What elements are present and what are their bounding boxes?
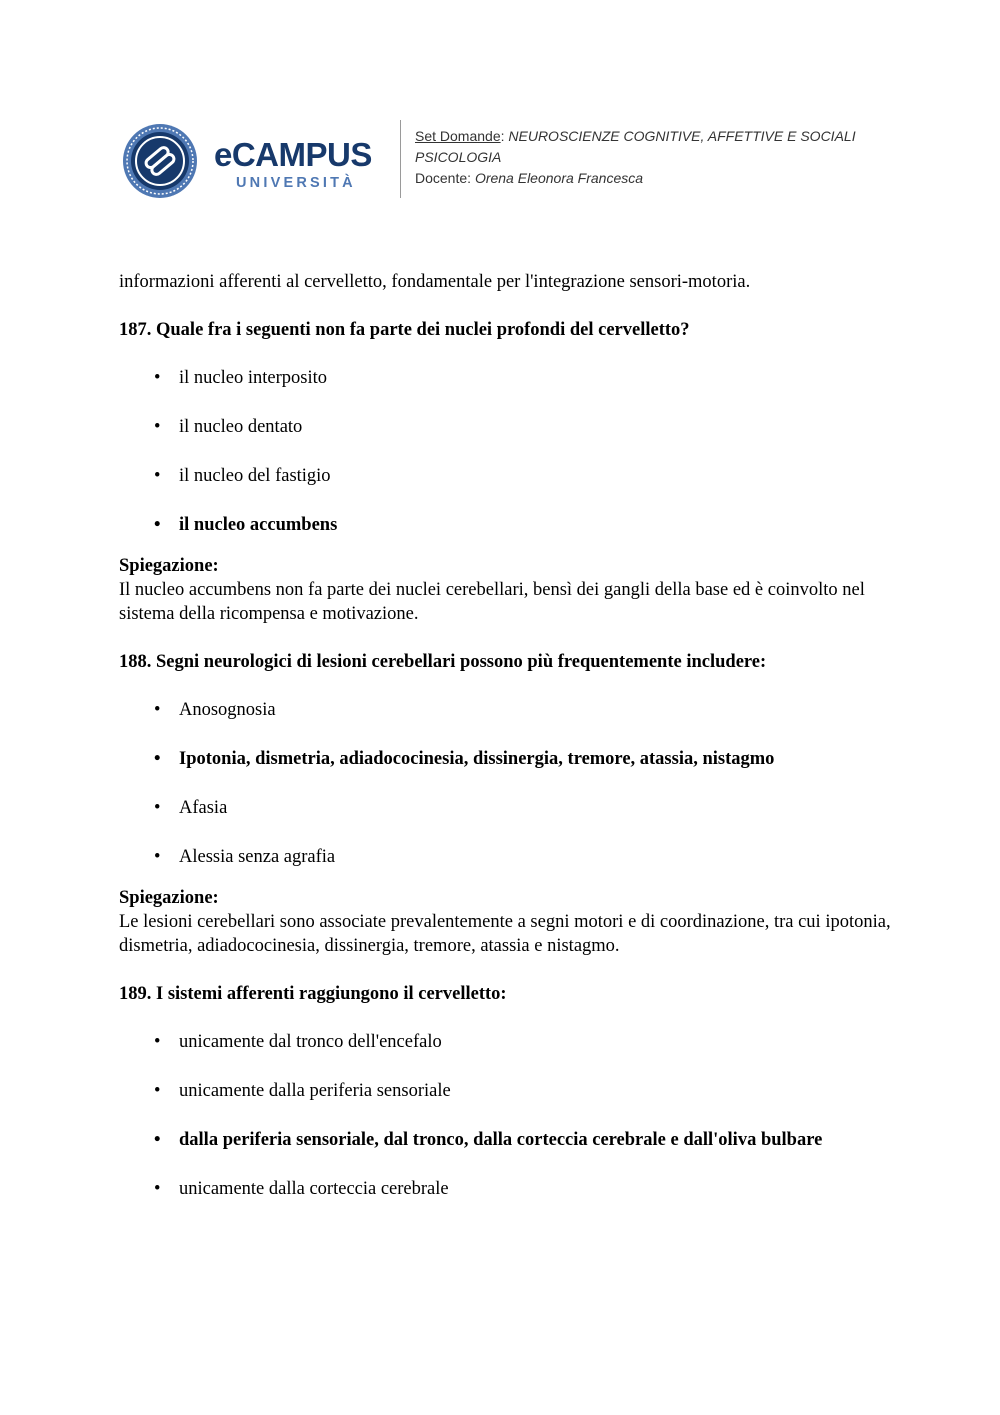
course-name: PSICOLOGIA: [415, 149, 502, 165]
ecampus-seal-icon: [122, 123, 198, 199]
option-item-correct: • Ipotonia, dismetria, adiadococinesia, dissinergia, tremore, atassia, nistagmo: [119, 747, 899, 771]
option-item: • Afasia: [119, 796, 899, 820]
docente-name: Orena Eleonora Francesca: [474, 170, 644, 186]
explanation-text: Il nucleo accumbens non fa parte dei nuclei cerebellari, bensì dei gangli della base ed è coinvolto nel sistema della ricompensa e motivazione.: [119, 580, 865, 624]
header-info: [415, 126, 856, 189]
set-domande-line: Set Domande: NEUROSCIENZE COGNITIVE, AFFETTIVE E SOCIALI: [415, 128, 856, 144]
question-title: 187. Quale fra i seguenti non fa parte dei nuclei profondi del cervelletto?: [119, 320, 690, 340]
explanation-text: Le lesioni cerebellari sono associate prevalentemente a segni motori e di coordinazione, tra cui ipotonia, dismetria, adiadococinesia, dissinergia, tremore, atassia e nistagmo.: [119, 912, 891, 956]
logo-subtitle: UNIVERSITÀ: [236, 175, 356, 191]
option-item: • il nucleo interposito: [119, 366, 899, 390]
question-title: 189. I sistemi afferenti raggiungono il cervelletto:: [119, 984, 507, 1004]
option-item: • il nucleo del fastigio: [119, 464, 899, 488]
set-domande-label: Set Domande: [415, 128, 501, 144]
header-divider: [400, 120, 401, 198]
option-item: • il nucleo dentato: [119, 415, 899, 439]
logo-wordmark: eCAMPUS: [214, 136, 372, 173]
option-item: • Alessia senza agrafia: [119, 845, 899, 869]
ecampus-logo: [120, 120, 390, 200]
set-domande-value: NEUROSCIENZE COGNITIVE, AFFETTIVE E SOCIALI: [508, 128, 856, 144]
option-item: • Anosognosia: [119, 698, 899, 722]
explanation-heading: Spiegazione:: [119, 556, 219, 576]
explanation-heading: Spiegazione:: [119, 888, 219, 908]
option-item: • unicamente dal tronco dell'encefalo: [119, 1030, 899, 1054]
document-body: [119, 270, 899, 1226]
docente-line: [415, 168, 856, 189]
option-item: • unicamente dalla periferia sensoriale: [119, 1079, 899, 1103]
option-item-correct: • il nucleo accumbens: [119, 513, 899, 537]
question-title: 188. Segni neurologici di lesioni cerebellari possono più frequentemente includere:: [119, 652, 767, 672]
options-list: [119, 698, 899, 869]
options-list: [119, 1030, 899, 1201]
options-list: [119, 366, 899, 537]
option-item-correct: • dalla periferia sensoriale, dal tronco, dalla corteccia cerebrale e dall'oliva bulbare: [119, 1128, 899, 1152]
page-header: [120, 118, 920, 202]
docente-label: Docente:: [415, 170, 472, 186]
intro-text: informazioni afferenti al cervelletto, fondamentale per l'integrazione sensori-motoria.: [119, 272, 751, 292]
option-item: • unicamente dalla corteccia cerebrale: [119, 1177, 899, 1201]
